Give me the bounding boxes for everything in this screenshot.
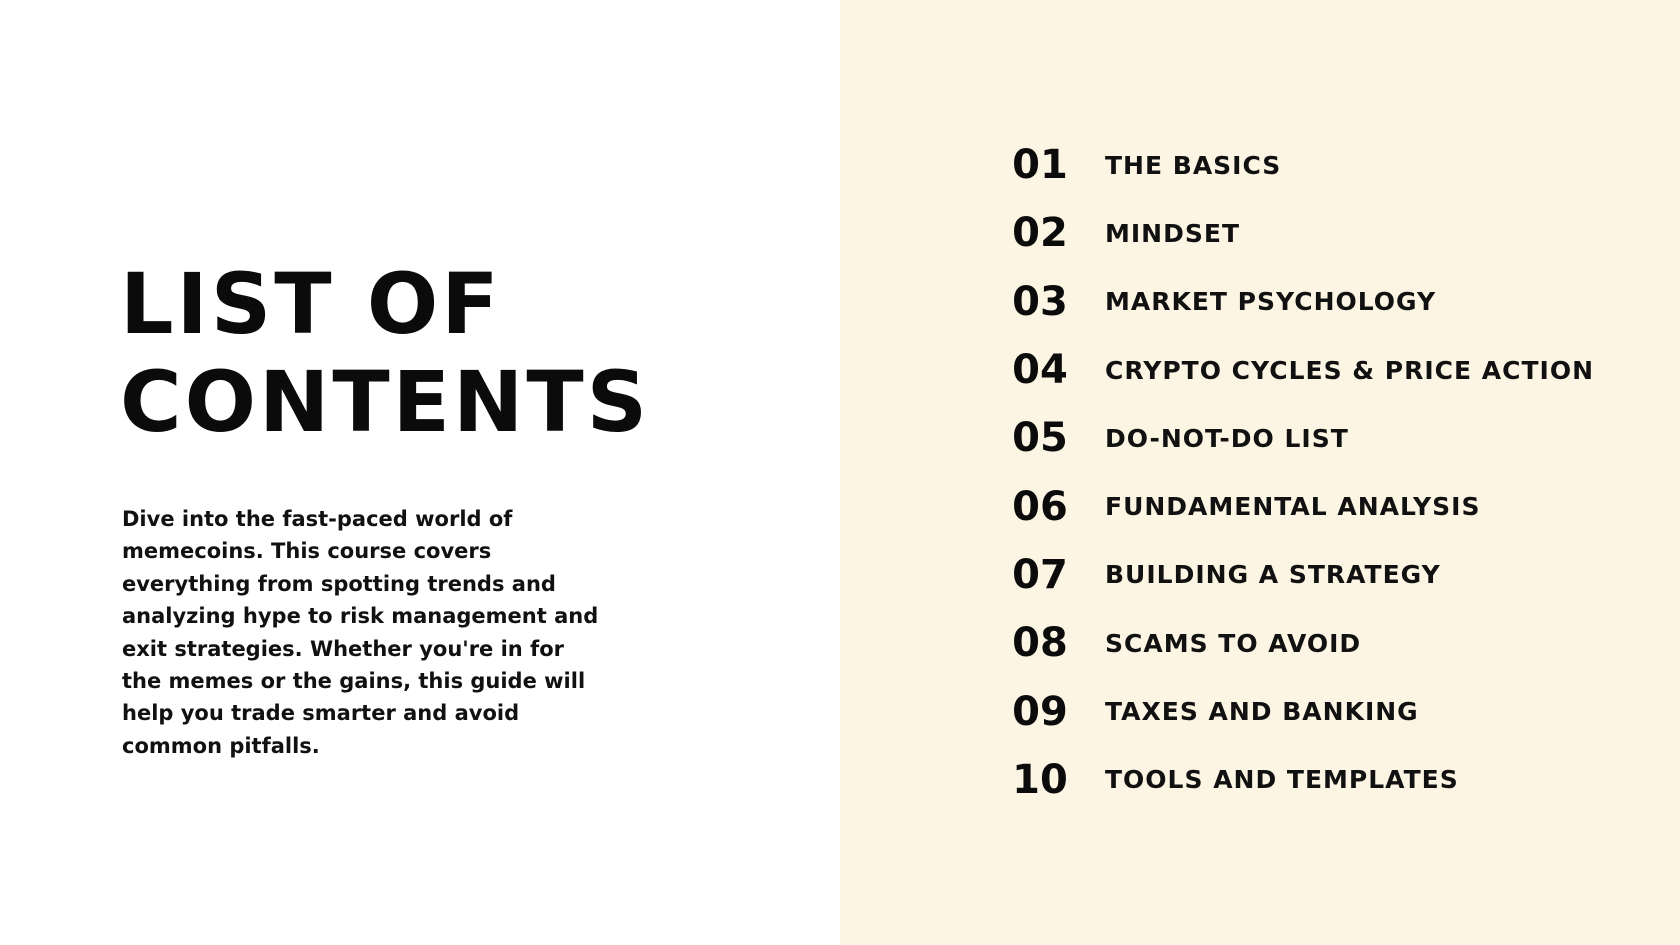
course-description: Dive into the fast-paced world of memecoins. This course covers everything from spotting trends and analyzing hype to risk management and exit strategies. Whether you're in for the memes or the gains, this guide will help you trade smarter and avoid common pitfalls. bbox=[122, 507, 599, 758]
title-line-2: CONTENTS bbox=[120, 353, 651, 451]
toc-item-number: 04 bbox=[1012, 347, 1068, 394]
toc-item-building-a-strategy bbox=[1000, 541, 1594, 609]
toc-item-label: CRYPTO CYCLES & PRICE ACTION bbox=[1105, 355, 1595, 385]
toc-item-number: 01 bbox=[1012, 142, 1068, 189]
toc-item-the-basics bbox=[1000, 131, 1594, 199]
toc-item-number: 07 bbox=[1012, 551, 1068, 598]
toc-item-label: DO-NOT-DO LIST bbox=[1105, 423, 1349, 453]
toc-item-mindset bbox=[1000, 199, 1594, 267]
toc-item-number: 08 bbox=[1012, 620, 1068, 667]
toc-item-fundamental-analysis bbox=[1000, 472, 1594, 540]
table-of-contents bbox=[1000, 131, 1594, 814]
toc-item-label: SCAMS TO AVOID bbox=[1105, 628, 1362, 658]
toc-item-number: 05 bbox=[1012, 415, 1068, 462]
toc-item-number: 03 bbox=[1012, 278, 1068, 325]
toc-item-do-not-do-list bbox=[1000, 404, 1594, 472]
toc-item-market-psychology bbox=[1000, 268, 1594, 336]
toc-item-label: TOOLS AND TEMPLATES bbox=[1105, 765, 1459, 795]
toc-item-crypto-cycles bbox=[1000, 336, 1594, 404]
toc-item-label: FUNDAMENTAL ANALYSIS bbox=[1105, 492, 1481, 522]
toc-item-number: 06 bbox=[1012, 483, 1068, 530]
toc-item-number: 10 bbox=[1012, 756, 1068, 803]
toc-item-label: MINDSET bbox=[1105, 218, 1240, 248]
toc-item-taxes-and-banking bbox=[1000, 677, 1594, 745]
toc-item-number: 09 bbox=[1012, 688, 1068, 735]
title-line-1: LIST OF bbox=[120, 255, 502, 353]
page-title bbox=[120, 255, 650, 451]
toc-item-number: 02 bbox=[1012, 210, 1068, 257]
toc-item-label: THE BASICS bbox=[1105, 150, 1282, 180]
toc-item-tools-and-templates bbox=[1000, 746, 1594, 814]
toc-item-scams-to-avoid bbox=[1000, 609, 1594, 677]
toc-item-label: TAXES AND BANKING bbox=[1105, 697, 1419, 727]
toc-item-label: MARKET PSYCHOLOGY bbox=[1105, 287, 1437, 317]
toc-item-label: BUILDING A STRATEGY bbox=[1105, 560, 1441, 590]
